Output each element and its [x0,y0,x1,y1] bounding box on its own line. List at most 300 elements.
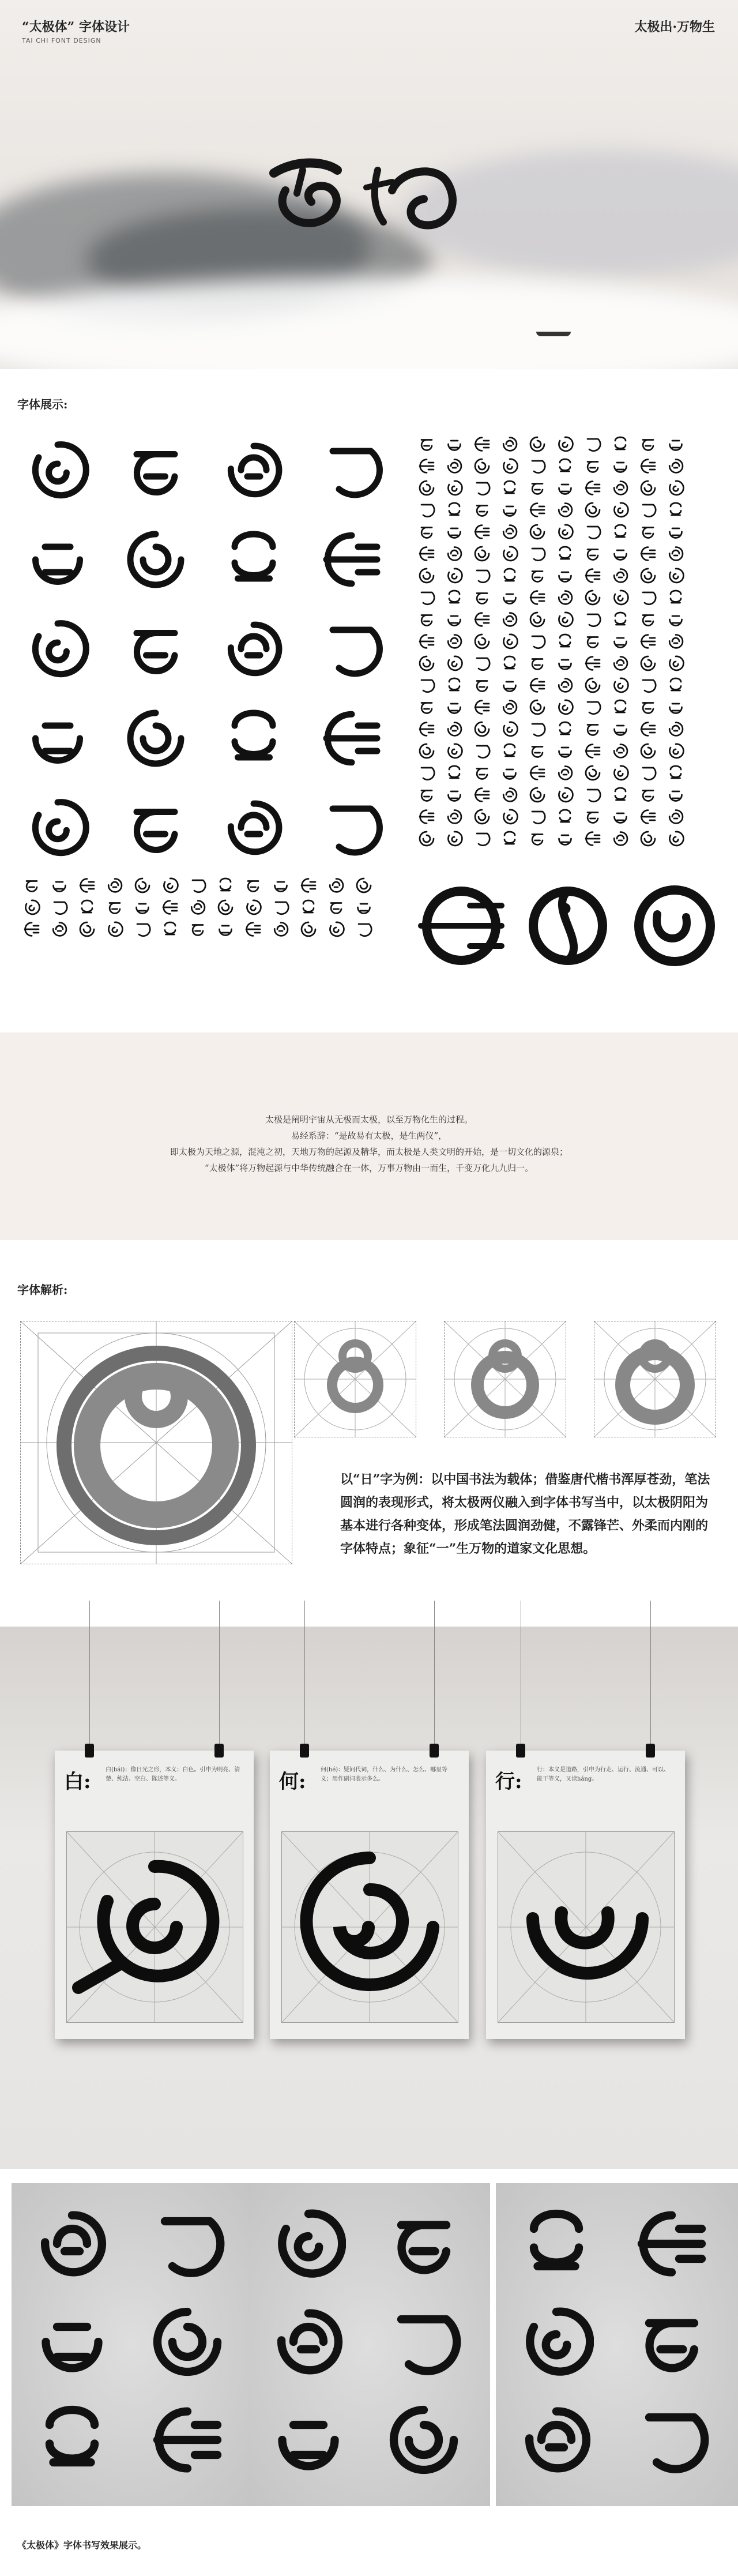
intro-line: 即太极为天地之源，混沌之初，天地万物的起源及精华，而太极是人类文明的开始，是一切文化的源泉； [170,1147,568,1157]
glyph-small [501,655,529,677]
glyph-small [529,523,556,545]
glyph-small [418,677,446,699]
hanging-string [304,1601,305,1745]
glyph-small [612,830,639,852]
glyph-large [124,528,187,591]
glyph-small [556,589,584,611]
glyph-small [584,545,612,567]
glyph-small [418,786,446,808]
brush-glyph [271,2402,346,2477]
glyph-small [51,899,78,921]
glyph-small [473,567,501,589]
glyph-small [667,523,695,545]
glyph-small [667,633,695,655]
poster-glyph-grid [281,1831,458,2023]
glyph-small [667,567,695,589]
glyph-small [300,899,327,921]
glyph-small [473,808,501,830]
glyph-small [639,655,667,677]
glyph-small [529,501,556,523]
glyph-large [124,796,187,859]
brush-glyph [519,2304,594,2379]
binder-clip-icon [85,1744,94,1758]
glyph-small [244,921,272,942]
glyph-small [639,567,667,589]
glyph-small [327,899,355,921]
glyph-small [217,899,244,921]
glyph-small [446,677,473,699]
glyph-small [501,742,529,764]
glyph-small [501,677,529,699]
glyph-large [26,796,89,859]
glyph-small [667,830,695,852]
glyph-small [501,808,529,830]
glyph-small [584,699,612,720]
glyph-small [446,567,473,589]
glyph-large [26,528,89,591]
glyph-large [222,617,285,681]
glyph-small [529,567,556,589]
glyph-small [501,501,529,523]
glyph-small [529,742,556,764]
glyph-large [26,617,89,681]
glyph-large [26,707,89,770]
glyph-small [612,479,639,501]
glyph-small [529,611,556,633]
glyph-small [584,479,612,501]
glyph-small [584,677,612,699]
glyph-small [473,655,501,677]
glyph-small [612,699,639,720]
poster-glyph-grid [66,1831,243,2023]
glyph-small [418,699,446,720]
glyph-small [667,545,695,567]
glyph-small [584,435,612,457]
glyph-small [556,764,584,786]
glyph-small [529,786,556,808]
glyph-large [320,617,383,681]
glyph-small [556,435,584,457]
glyph-small [584,742,612,764]
hero-banner [0,0,738,369]
glyph-small [612,786,639,808]
brush-glyph [519,2402,594,2477]
mini-construction-diagram [294,1321,416,1437]
glyph-small [556,677,584,699]
glyph-small [501,435,529,457]
glyph-small [667,457,695,479]
poster-glyph-grid [498,1831,675,2023]
glyph-small [23,877,51,899]
glyph-small [161,921,189,942]
glyph-small [418,633,446,655]
glyph-small [134,921,161,942]
glyph-small [501,633,529,655]
glyph-large [124,617,187,681]
glyph-large [320,707,383,770]
glyph-small [612,545,639,567]
glyph-small [639,545,667,567]
glyph-small [161,877,189,899]
brush-glyph [150,2206,225,2281]
glyph-small [446,808,473,830]
poster-character: 何: [279,1770,306,1793]
glyph-small [529,677,556,699]
glyph-small [501,589,529,611]
glyph-small [106,921,134,942]
glyph-small [418,545,446,567]
glyph-small [446,479,473,501]
glyph-small [584,523,612,545]
glyph-small [501,611,529,633]
glyph-small [584,589,612,611]
glyph-small [529,435,556,457]
poster [486,1751,685,2039]
glyph-small [189,899,217,921]
glyph-small [446,786,473,808]
glyph-small [556,699,584,720]
glyph-small [584,720,612,742]
brush-panel [496,2183,738,2506]
glyph-small [639,677,667,699]
brush-glyph [35,2304,110,2379]
glyph-small [418,764,446,786]
glyph-small [446,435,473,457]
glyph-small [418,567,446,589]
glyph-small [612,655,639,677]
glyph-small [272,921,300,942]
glyph-small [418,611,446,633]
glyph-small [418,479,446,501]
glyph-small [355,877,383,899]
glyph-small [612,435,639,457]
glyph-small [501,567,529,589]
poster-character: 行: [495,1770,522,1793]
poster-text: 何(hé)：疑问代词，什么、为什么、怎么、哪里等义；用作副词表示多么。 [321,1767,448,1782]
glyph-small [418,523,446,545]
glyph-small [667,720,695,742]
glyph-small [584,764,612,786]
glyph-small [584,655,612,677]
glyph-small [473,742,501,764]
glyph-small [584,501,612,523]
poster-text: 行：本义是道路，引申为行走、运行、流通、可以、能干等义，又读háng。 [537,1767,669,1782]
glyph-small [529,699,556,720]
binder-clip-icon [300,1744,309,1758]
glyph-small [501,830,529,852]
glyph-small [473,479,501,501]
glyph-small [446,457,473,479]
glyph-small [556,786,584,808]
hanging-string [219,1601,220,1745]
poster-character: 白: [64,1770,91,1793]
glyph-large [222,796,285,859]
glyph-large [26,438,89,502]
glyph-small [556,501,584,523]
glyph-small [418,742,446,764]
glyph-large [320,796,383,859]
glyph-small [584,808,612,830]
glyph-small [217,877,244,899]
glyph-small [418,655,446,677]
footer-caption: 《太极体》字体书写效果展示。 [17,2540,147,2551]
glyph-small [501,523,529,545]
glyph-small [473,786,501,808]
glyph-small [418,830,446,852]
brush-panel [248,2183,490,2506]
glyph-small [244,877,272,899]
glyph-small [244,899,272,921]
glyph-small [639,457,667,479]
glyph-small [556,633,584,655]
glyph-small [667,655,695,677]
small-glyph-grid-right [418,435,695,852]
glyph-small [473,523,501,545]
glyph-small [473,457,501,479]
glyph-small [584,611,612,633]
glyph-small [418,720,446,742]
glyph-small [446,523,473,545]
poster [270,1751,469,2039]
glyph-small [418,808,446,830]
glyph-small [639,764,667,786]
glyph-small [473,501,501,523]
glyph-small [300,877,327,899]
glyph-large [320,438,383,502]
glyph-small [446,742,473,764]
feature-glyphs [415,883,726,969]
brush-glyph [386,2304,461,2379]
glyph-small [418,457,446,479]
hanging-string [434,1601,435,1745]
glyph-small [446,830,473,852]
intro-line: “太极体”将万物起源与中华传统融合在一体，万事万物由一而生，千变万化九九归一。 [204,1163,534,1173]
glyph-small [473,699,501,720]
mini-construction-diagram [594,1321,716,1437]
glyph-small [667,501,695,523]
glyph-small [639,808,667,830]
glyph-small [272,877,300,899]
intro-section [0,1032,738,1240]
glyph-small [584,830,612,852]
glyph-small [612,808,639,830]
brush-glyph [271,2206,346,2281]
taichi-logo-glyphs [262,147,481,234]
brush-glyph [634,2206,709,2281]
glyph-small [639,479,667,501]
glyph-small [612,677,639,699]
glyph-small [584,457,612,479]
analysis-description: 以“日”字为例：以中国书法为载体；借鉴唐代楷书浑厚苍劲，笔法圆润的表现形式，将太极两仪融入到字体书写当中，以太极阴阳为基本进行各种变体，形成笔法圆润劲健，不露锋芒、外柔而内刚的字体特点；象征“一”生万物的道家文化思想。 [340,1472,710,1556]
brush-glyph [35,2402,110,2477]
glyph-small [327,877,355,899]
glyph-small [556,742,584,764]
glyph-small [667,742,695,764]
glyph-small [446,589,473,611]
glyph-small [529,808,556,830]
glyph-small [161,899,189,921]
glyph-small [667,677,695,699]
glyph-small [639,501,667,523]
binder-clip-icon [516,1744,525,1758]
glyph-small [639,633,667,655]
glyph-small [446,720,473,742]
glyph-small [556,720,584,742]
glyph-small [612,501,639,523]
brush-glyph [634,2402,709,2477]
page-subtitle: TAI CHI FONT DESIGN [22,37,101,44]
glyph-large [222,438,285,502]
glyph-small [556,808,584,830]
glyph-small [667,611,695,633]
glyph-small [639,786,667,808]
glyph-small [612,720,639,742]
glyph-small [473,677,501,699]
binder-clip-icon [646,1744,655,1758]
glyph-small [667,589,695,611]
glyph-small [612,457,639,479]
glyph-small [446,633,473,655]
glyph-small [189,877,217,899]
glyph-small [473,611,501,633]
glyph-small [473,830,501,852]
glyph-small [639,742,667,764]
intro-line: 易经系辞：“是故易有太极，是生两仪”， [291,1131,447,1141]
boat-icon [536,332,571,336]
glyph-small [446,545,473,567]
brush-glyph [271,2304,346,2379]
glyph-small [667,699,695,720]
glyph-small [529,457,556,479]
glyph-small [189,921,217,942]
poster [55,1751,254,2039]
glyph-small [667,764,695,786]
glyph-small [529,589,556,611]
glyph-small [529,545,556,567]
glyph-small [612,611,639,633]
glyph-small [556,567,584,589]
glyph-small [272,899,300,921]
binder-clip-icon [430,1744,439,1758]
glyph-small [217,921,244,942]
glyph-small [501,699,529,720]
glyph-small [639,611,667,633]
binder-clip-icon [214,1744,224,1758]
glyph-small [612,589,639,611]
glyph-small [78,921,106,942]
glyph-small [584,567,612,589]
hanging-string [89,1601,90,1745]
glyph-small [106,899,134,921]
glyph-large [124,438,187,502]
brush-glyph [150,2402,225,2477]
glyph-small [556,545,584,567]
glyph-small [529,633,556,655]
glyph-large [124,707,187,770]
glyph-small [446,764,473,786]
small-glyph-grid-bottom [23,877,383,942]
showcase-label: 字体展示: [17,397,68,411]
glyph-small [106,877,134,899]
glyph-small [639,699,667,720]
glyph-small [556,523,584,545]
glyph-small [473,720,501,742]
brush-glyph [634,2304,709,2379]
glyph-small [612,567,639,589]
brush-glyph [150,2304,225,2379]
glyph-small [51,877,78,899]
glyph-small [667,786,695,808]
glyph-small [639,589,667,611]
glyph-small [639,523,667,545]
glyph-small [639,830,667,852]
glyph-small [639,435,667,457]
analysis-label: 字体解析: [17,1283,68,1297]
construction-diagram [20,1321,292,1564]
glyph-small [501,720,529,742]
glyph-small [556,457,584,479]
glyph-small [78,899,106,921]
glyph-small [51,921,78,942]
glyph-large [222,528,285,591]
glyph-large [222,707,285,770]
glyph-small [501,764,529,786]
glyph-small [556,611,584,633]
glyph-small [556,830,584,852]
brush-glyph [35,2206,110,2281]
glyph-small [446,699,473,720]
glyph-small [446,501,473,523]
glyph-small [501,457,529,479]
glyph-small [355,921,383,942]
glyph-small [473,633,501,655]
glyph-small [639,720,667,742]
glyph-small [23,899,51,921]
glyph-small [529,479,556,501]
glyph-small [300,921,327,942]
glyph-small [529,830,556,852]
glyph-small [23,921,51,942]
slogan: 太极出·万物生 [634,20,715,35]
glyph-small [612,764,639,786]
intro-line: 太极是阐明宇宙从无极而太极，以至万物化生的过程。 [265,1114,473,1125]
glyph-small [584,633,612,655]
glyph-small [446,611,473,633]
glyph-small [556,479,584,501]
glyph-small [418,435,446,457]
brush-panel [12,2183,254,2506]
glyph-small [473,435,501,457]
glyph-small [529,655,556,677]
glyph-small [418,501,446,523]
glyph-small [529,720,556,742]
glyph-small [612,742,639,764]
glyph-small [667,808,695,830]
glyph-small [529,764,556,786]
hanging-string [650,1601,651,1745]
glyph-large [320,528,383,591]
glyph-small [501,545,529,567]
glyph-small [355,899,383,921]
fog [0,277,738,369]
glyph-small [501,479,529,501]
glyph-small [473,589,501,611]
mini-construction-diagram [444,1321,566,1437]
glyph-small [612,523,639,545]
brush-glyph [386,2402,461,2477]
page-title: “太极体” 字体设计 [22,20,130,35]
glyph-small [78,877,106,899]
